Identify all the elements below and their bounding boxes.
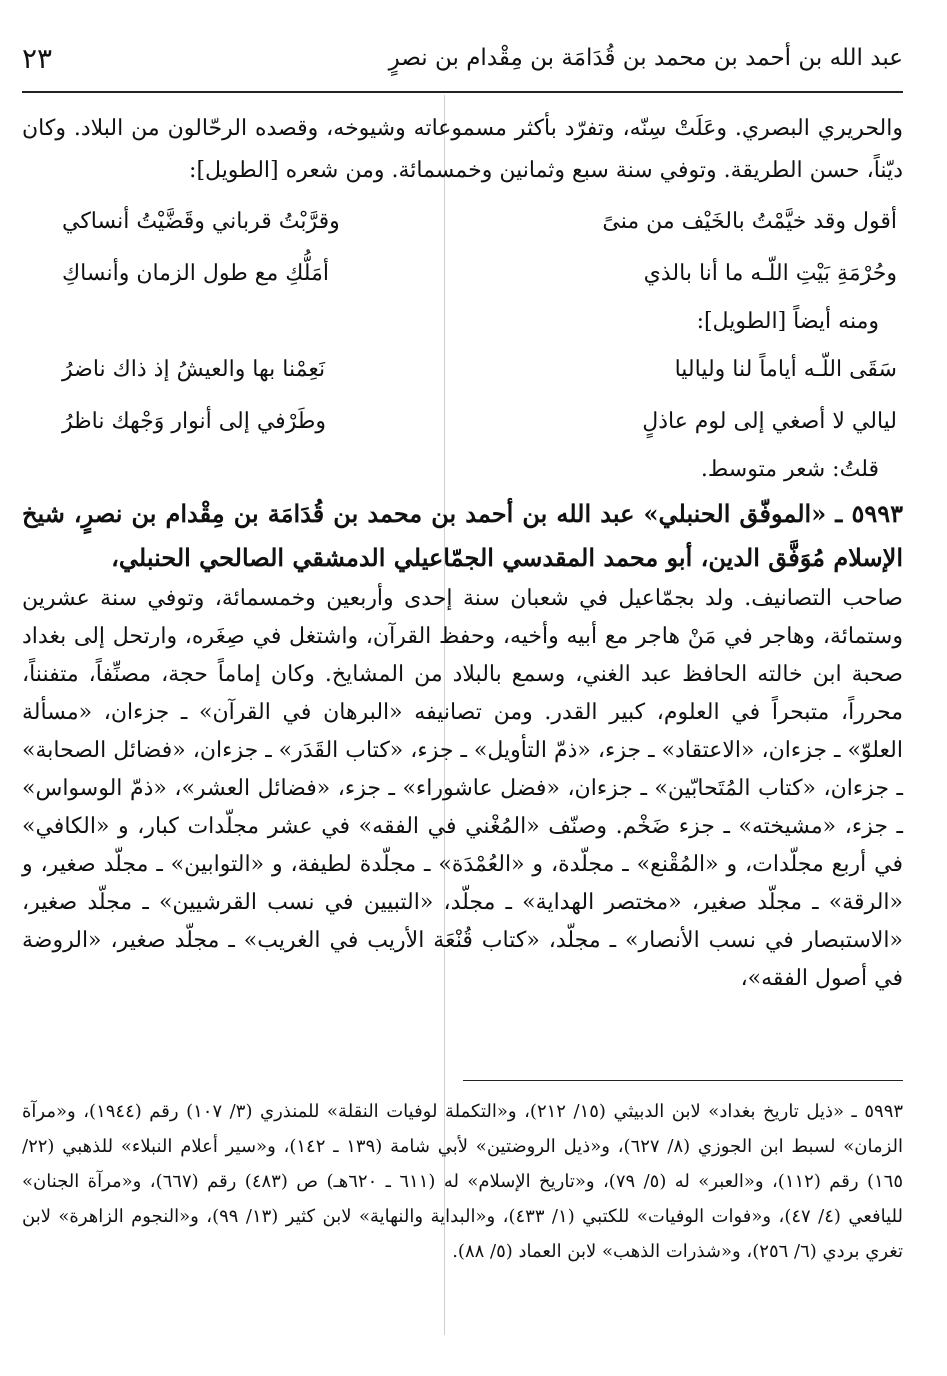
poem-verse (22, 344, 903, 396)
main-body (22, 108, 903, 998)
running-title: عبد الله بن أحمد بن محمد بن قُدَامَة بن مِقْدام بن نصرٍ (388, 45, 903, 71)
intro-paragraph: والحريري البصري. وعَلَتْ سِنّه، وتفرّد بأكثر مسموعاته وشيوخه، وقصده الرحّالون من البلاد. وكان ديّناً، حسن الطريقة. وتوفي سنة سبع وثمانين وخمسمائة. ومن شعره [الطويل]: (22, 116, 903, 183)
verse-first-hemistich: سَقَى اللّـه أياماً لنا ولياليا (674, 357, 897, 382)
entry-heading: ٥٩٩٣ ـ «الموفّق الحنبلي» عبد الله بن أحمد بن محمد بن قُدَامَة بن مِقْدام بن نصرٍ، شيخ الإسلام مُوَفَّق الدين، أبو محمد المقدسي الجمّاعيلي الدمشقي الصالحي الحنبلي، (22, 499, 903, 572)
verse-first-hemistich: أقول وقد خيَّمْتُ بالخَيْف من منىً (602, 209, 897, 234)
running-header (22, 36, 903, 80)
entry-text: صاحب التصانيف. ولد بجمّاعيل في شعبان سنة إحدى وأربعين وخمسمائة، وتوفي سنة عشرين وستمائة، وهاجر في مَنْ هاجر مع أبيه وأخيه، وحفظ القرآن، واشتغل في صِغَره، وارتحل إلى بغداد صحبة ابن خالته الحافظ عبد الغني، وسمع بالبلاد من المشايخ. وكان إماماً حجة، مصنِّفاً، متفنناً، محرراً، متبحراً في العلوم، كبير القدر. ومن تصانيفه «البرهان في القرآن» ـ جزءان، «مسألة العلوّ» ـ جزءان، «الاعتقاد» ـ جزء، «ذمّ التأويل» ـ جزء، «كتاب القَدَر» ـ جزءان، «فضائل الصحابة» ـ جزءان، «كتاب المُتَحابّين» ـ جزءان، «فضل عاشوراء» ـ جزء، «فضائل العشر»، «ذمّ الوسواس» ـ جزء، «مشيخته» ـ جزء ضَخْم. وصنّف «المُغْني في الفقه» في عشر مجلّدات كبار، و «الكافي» في أربع مجلّدات، و «المُقْنع» ـ مجلّدة، و «العُمْدَة» ـ مجلّدة لطيفة، و «التوابين» ـ مجلّد صغير، و «الرقة» ـ مجلّد صغير، «مختصر الهداية» ـ مجلّد، «التبيين في نسب القرشيين» ـ مجلّد صغير، «الاستبصار في نسب الأنصار» ـ مجلّد، «كتاب قُنْعَة الأريب في الغريب» ـ مجلّد صغير، «الروضة في أصول الفقه»، (22, 586, 903, 991)
verse-second-hemistich: وقرَّبْتُ قرباني وقَضَّيْتُ أنساكي (62, 209, 340, 234)
verse-second-hemistich: وطَرْفي إلى أنوار وَجْهك ناظرُ (62, 409, 326, 434)
poem-verse (22, 396, 903, 448)
poem2-intro: ومنه أيضاً [الطويل]: (696, 309, 879, 334)
header-rule (22, 91, 903, 93)
verse-first-hemistich: وحُرْمَةِ بَيْتِ اللّـه ما أنا بالذي (643, 261, 897, 286)
footnote-rule (463, 1080, 903, 1081)
footnote (22, 1094, 903, 1269)
page-number: ٢٣ (22, 41, 53, 75)
poem-verse (22, 196, 903, 248)
verse-second-hemistich: أمَلُّكِ مع طول الزمان وأنساكِ (62, 261, 329, 286)
footnote-text: ٥٩٩٣ ـ «ذيل تاريخ بغداد» لابن الدبيثي (١٥/ ٢١٢)، و«التكملة لوفيات النقلة» للمنذري (٣/ ١٠٧) رقم (١٩٤٤)، و«مرآة الزمان» لسبط ابن الجوزي (٨/ ٦٢٧)، و«ذيل الروضتين» لأبي شامة (١٣٩ ـ ١٤٢)، و«سير أعلام النبلاء» للذهبي (٢٢/ ١٦٥) رقم (١١٢)، و«العبر» له (٥/ ٧٩)، و«تاريخ الإسلام» له (٦١١ ـ ٦٢٠هـ) ص (٤٨٣) رقم (٦٦٧)، و«مرآة الجنان» لليافعي (٤/ ٤٧)، و«فوات الوفيات» للكتبي (١/ ٤٣٣)، و«البداية والنهاية» لابن كثير (١٣/ ٩٩)، و«النجوم الزاهرة» لابن تغري بردي (٦/ ٢٥٦)، و«شذرات الذهب» لابن العماد (٥/ ٨٨). (22, 1101, 904, 1262)
verse-first-hemistich: ليالي لا أصغي إلى لوم عاذلٍ (642, 409, 897, 434)
poem-verse (22, 248, 903, 300)
verse-second-hemistich: نَعِمْنا بها والعيشُ إذ ذاك ناضرُ (62, 357, 326, 382)
author-comment: قلتُ: شعر متوسط. (700, 457, 879, 482)
